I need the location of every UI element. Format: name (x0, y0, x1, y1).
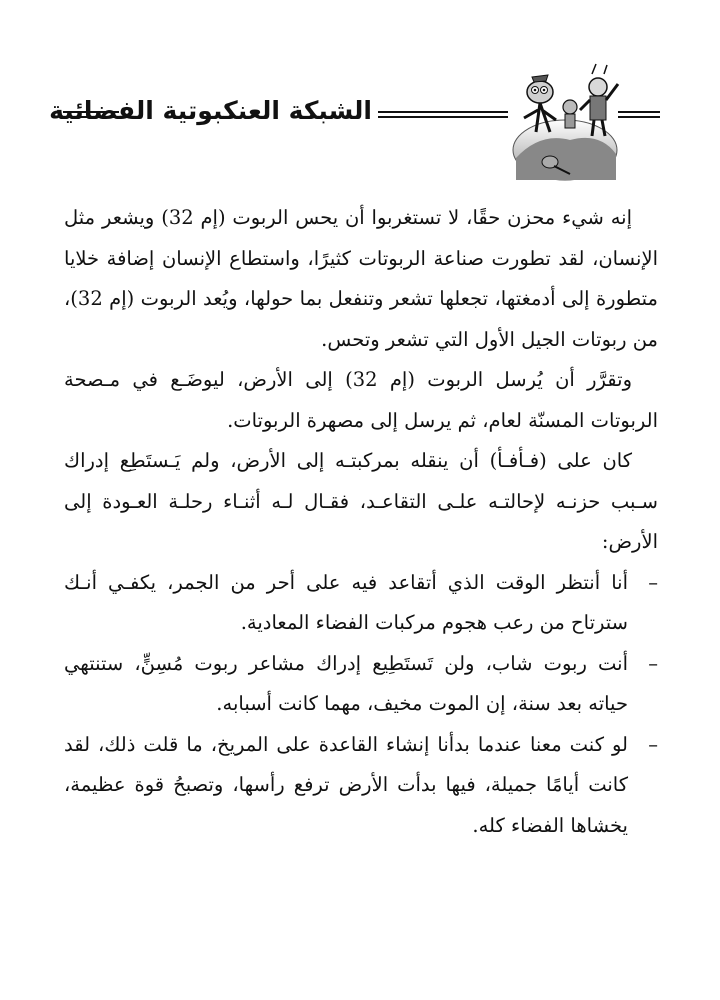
dialogue-line-1: – أنا أنتظر الوقت الذي أتقاعد فيه على أحر من الجمر، يكفـي أنـك سترتاح من رعب هجوم مركبات الفضاء المعادية. (64, 563, 658, 644)
chapter-title: الشبكة العنكبوتية الفضائية (49, 96, 372, 125)
dialogue-list (64, 563, 658, 847)
decorative-rule-right (618, 111, 660, 123)
paragraph-3: كان على (فـأفـأ) أن ينقله بمركبتـه إلى الأرض، ولم يَـستَطِع إدراك سـبب حزنـه لإحالتـه علـى التقاعـد، فقـال لـه أثنـاء رحلـة العـودة إلى الأرض: (64, 449, 658, 553)
story-text (64, 198, 658, 846)
dialogue-line-2: – أنت ربوت شاب، ولن تَستَطِيع إدراك مشاعر ربوت مُسِنٍّ، ستنتهي حياته بعد سنة، إن الموت مخيف، مهما كانت أسبابه. (64, 644, 658, 725)
robots-illustration (510, 62, 620, 182)
dialogue-line-3: – لو كنت معنا عندما بدأنا إنشاء القاعدة على المريخ، ما قلت ذلك، لقد كانت أيامًا جميلة، فيها بدأت الأرض ترفع رأسها، وتصبحُ قوة عظيمة، يخشاها الفضاء كله. (64, 725, 658, 847)
decorative-rule-middle (378, 111, 508, 123)
paragraph-2: وتقرَّر أن يُرسل الربوت (إم 32) إلى الأرض، ليوضَـع في مـصحة الربوتات المسنّة لعام، ثم يرسل إلى مصهرة الربوتات. (64, 368, 658, 432)
chapter-header (40, 52, 690, 182)
paragraph-1: إنه شيء محزن حقًا، لا تستغربوا أن يحس الربوت (إم 32) ويشعر مثل الإنسان، لقد تطورت صناعة الربوتات كثيرًا، واستطاع الإنسان إضافة خلايا متطورة إلى أدمغتها، تجعلها تشعر وتنفعل بما حولها، ويُعد الربوت (إم 32)، من ربوتات الجيل الأول التي تشعر وتحس. (64, 206, 658, 351)
